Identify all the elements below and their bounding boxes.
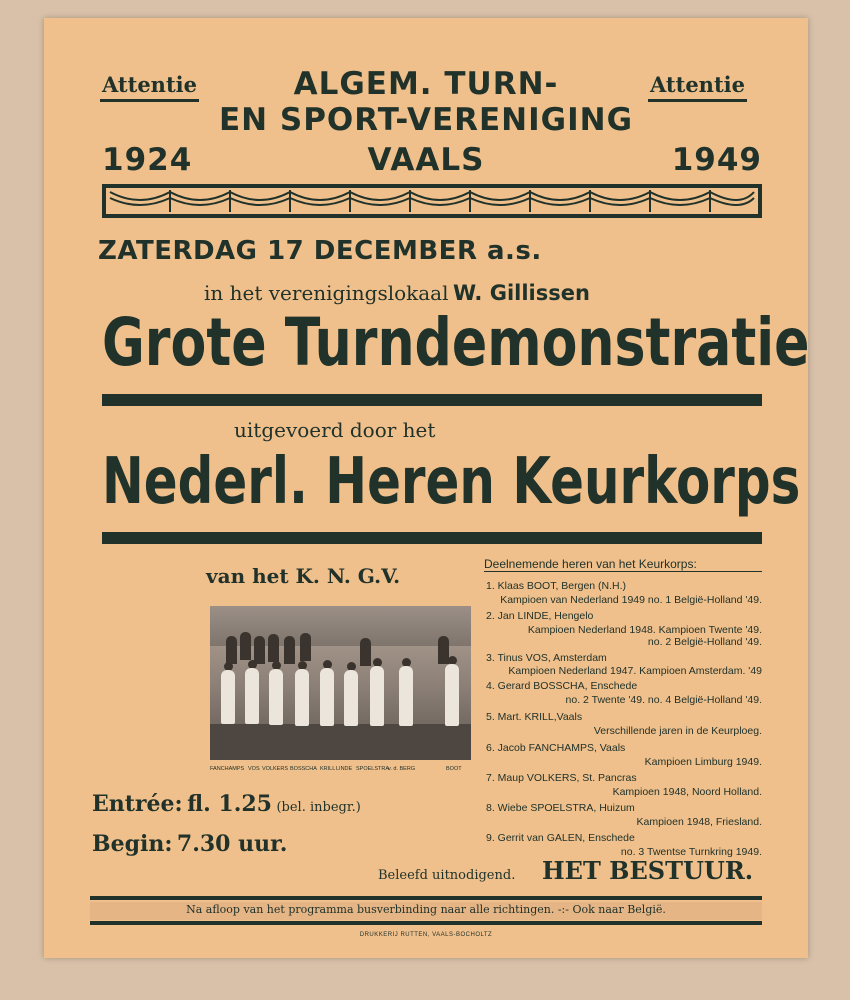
attentie-left: Attentie (100, 71, 199, 102)
attentie-right: Attentie (648, 71, 747, 102)
team-photo (210, 606, 471, 760)
caption-vos: VOS (248, 766, 260, 772)
performed-by: uitgevoerd door het (234, 418, 436, 442)
footer-band (90, 896, 762, 926)
participant-8-desc: Kampioen 1948, Friesland. (636, 816, 762, 828)
entree-line (92, 790, 361, 822)
entree-note: (bel. inbegr.) (276, 800, 361, 815)
venue-prefix: in het verenigingslokaal (204, 281, 449, 305)
title-underline (102, 394, 762, 406)
participant-3-desc: Kampioen Nederland 1947. Kampioen Amsterdam. '49 (508, 665, 762, 677)
participants-list (486, 580, 762, 860)
main-title: Grote Turndemonstratie (102, 304, 810, 381)
invited-text: Beleefd uitnodigend. (378, 868, 516, 883)
caption-boot: BOOT (446, 766, 462, 772)
begin-line (92, 830, 287, 861)
participant-2-name: 2. Jan LINDE, Hengelo (486, 610, 594, 622)
participant-6-name: 6. Jacob FANCHAMPS, Vaals (486, 742, 626, 754)
kngv-line: van het K. N. G.V. (206, 564, 401, 588)
participant-5-desc: Verschillende jaren in de Keurploeg. (593, 725, 762, 737)
caption-krill: KRILL (320, 766, 336, 772)
venue-name: W. Gillissen (452, 281, 590, 305)
year-start: 1924 (102, 142, 193, 178)
entree-label: Entrée: (92, 791, 183, 817)
corps-underline (102, 532, 762, 544)
ornament-border (102, 184, 762, 218)
corps-name: Nederl. Heren Keurkorps (102, 445, 801, 519)
footer-note: Na afloop van het programma busverbinding naar alle richtingen. -:- Ook naar België. (186, 903, 666, 916)
participant-8-name: 8. Wiebe SPOELSTRA, Huizum (486, 802, 635, 814)
participant-7-desc: Kampioen 1948, Noord Holland. (612, 786, 762, 798)
header-line1: ALGEM. TURN- (293, 66, 559, 102)
caption-spoelstra: SPOELSTRA (356, 766, 390, 772)
header-line2: EN SPORT-VERENIGING (218, 102, 634, 138)
participant-5-name: 5. Mart. KRILL,Vaals (486, 711, 583, 723)
participant-1-desc: Kampioen van Nederland 1949 no. 1 België-Holland '49. (500, 594, 762, 606)
participants-block (484, 558, 762, 572)
date-line: ZATERDAG 17 DECEMBER a.s. (98, 236, 542, 266)
caption-bosscha: BOSSCHA (290, 766, 317, 772)
caption-volkers: VOLKERS (262, 766, 288, 772)
participants-title: Deelnemende heren van het Keurkorps: (484, 558, 762, 572)
town: VAALS (367, 142, 485, 178)
participant-9-desc: no. 3 Twentse Turnkring 1949. (620, 846, 762, 858)
caption-linde: LINDE (336, 766, 353, 772)
participant-2-desc2: no. 2 België-Holland '49. (647, 636, 762, 648)
begin-label: Begin: (92, 831, 173, 857)
entree-price: fl. 1.25 (187, 791, 272, 817)
participant-4-name: 4. Gerard BOSSCHA, Enschede (486, 680, 638, 692)
year-end: 1949 (671, 142, 762, 178)
poster (44, 18, 808, 958)
participant-6-desc: Kampioen Limburg 1949. (644, 756, 762, 768)
photo-caption (210, 766, 471, 776)
participant-4-desc: no. 2 Twente '49. no. 4 België-Holland '49. (565, 694, 762, 706)
board-signature: HET BESTUUR. (542, 856, 754, 885)
participant-2-desc: Kampioen Nederland 1948. Kampioen Twente '49. (527, 624, 762, 636)
participant-3-name: 3. Tinus VOS, Amsterdam (486, 652, 607, 664)
caption-fanchamps: FANCHAMPS (210, 766, 245, 772)
begin-time: 7.30 uur. (176, 831, 288, 857)
participant-1-name: 1. Klaas BOOT, Bergen (N.H.) (486, 580, 627, 592)
participant-9-name: 9. Gerrit van GALEN, Enschede (486, 832, 635, 844)
printer-credit: DRUKKERIJ RUTTEN, VAALS-BOCHOLTZ (359, 932, 493, 938)
participant-7-name: 7. Maup VOLKERS, St. Pancras (486, 772, 637, 784)
caption-vd-berg: v. d. BERG (388, 766, 416, 772)
